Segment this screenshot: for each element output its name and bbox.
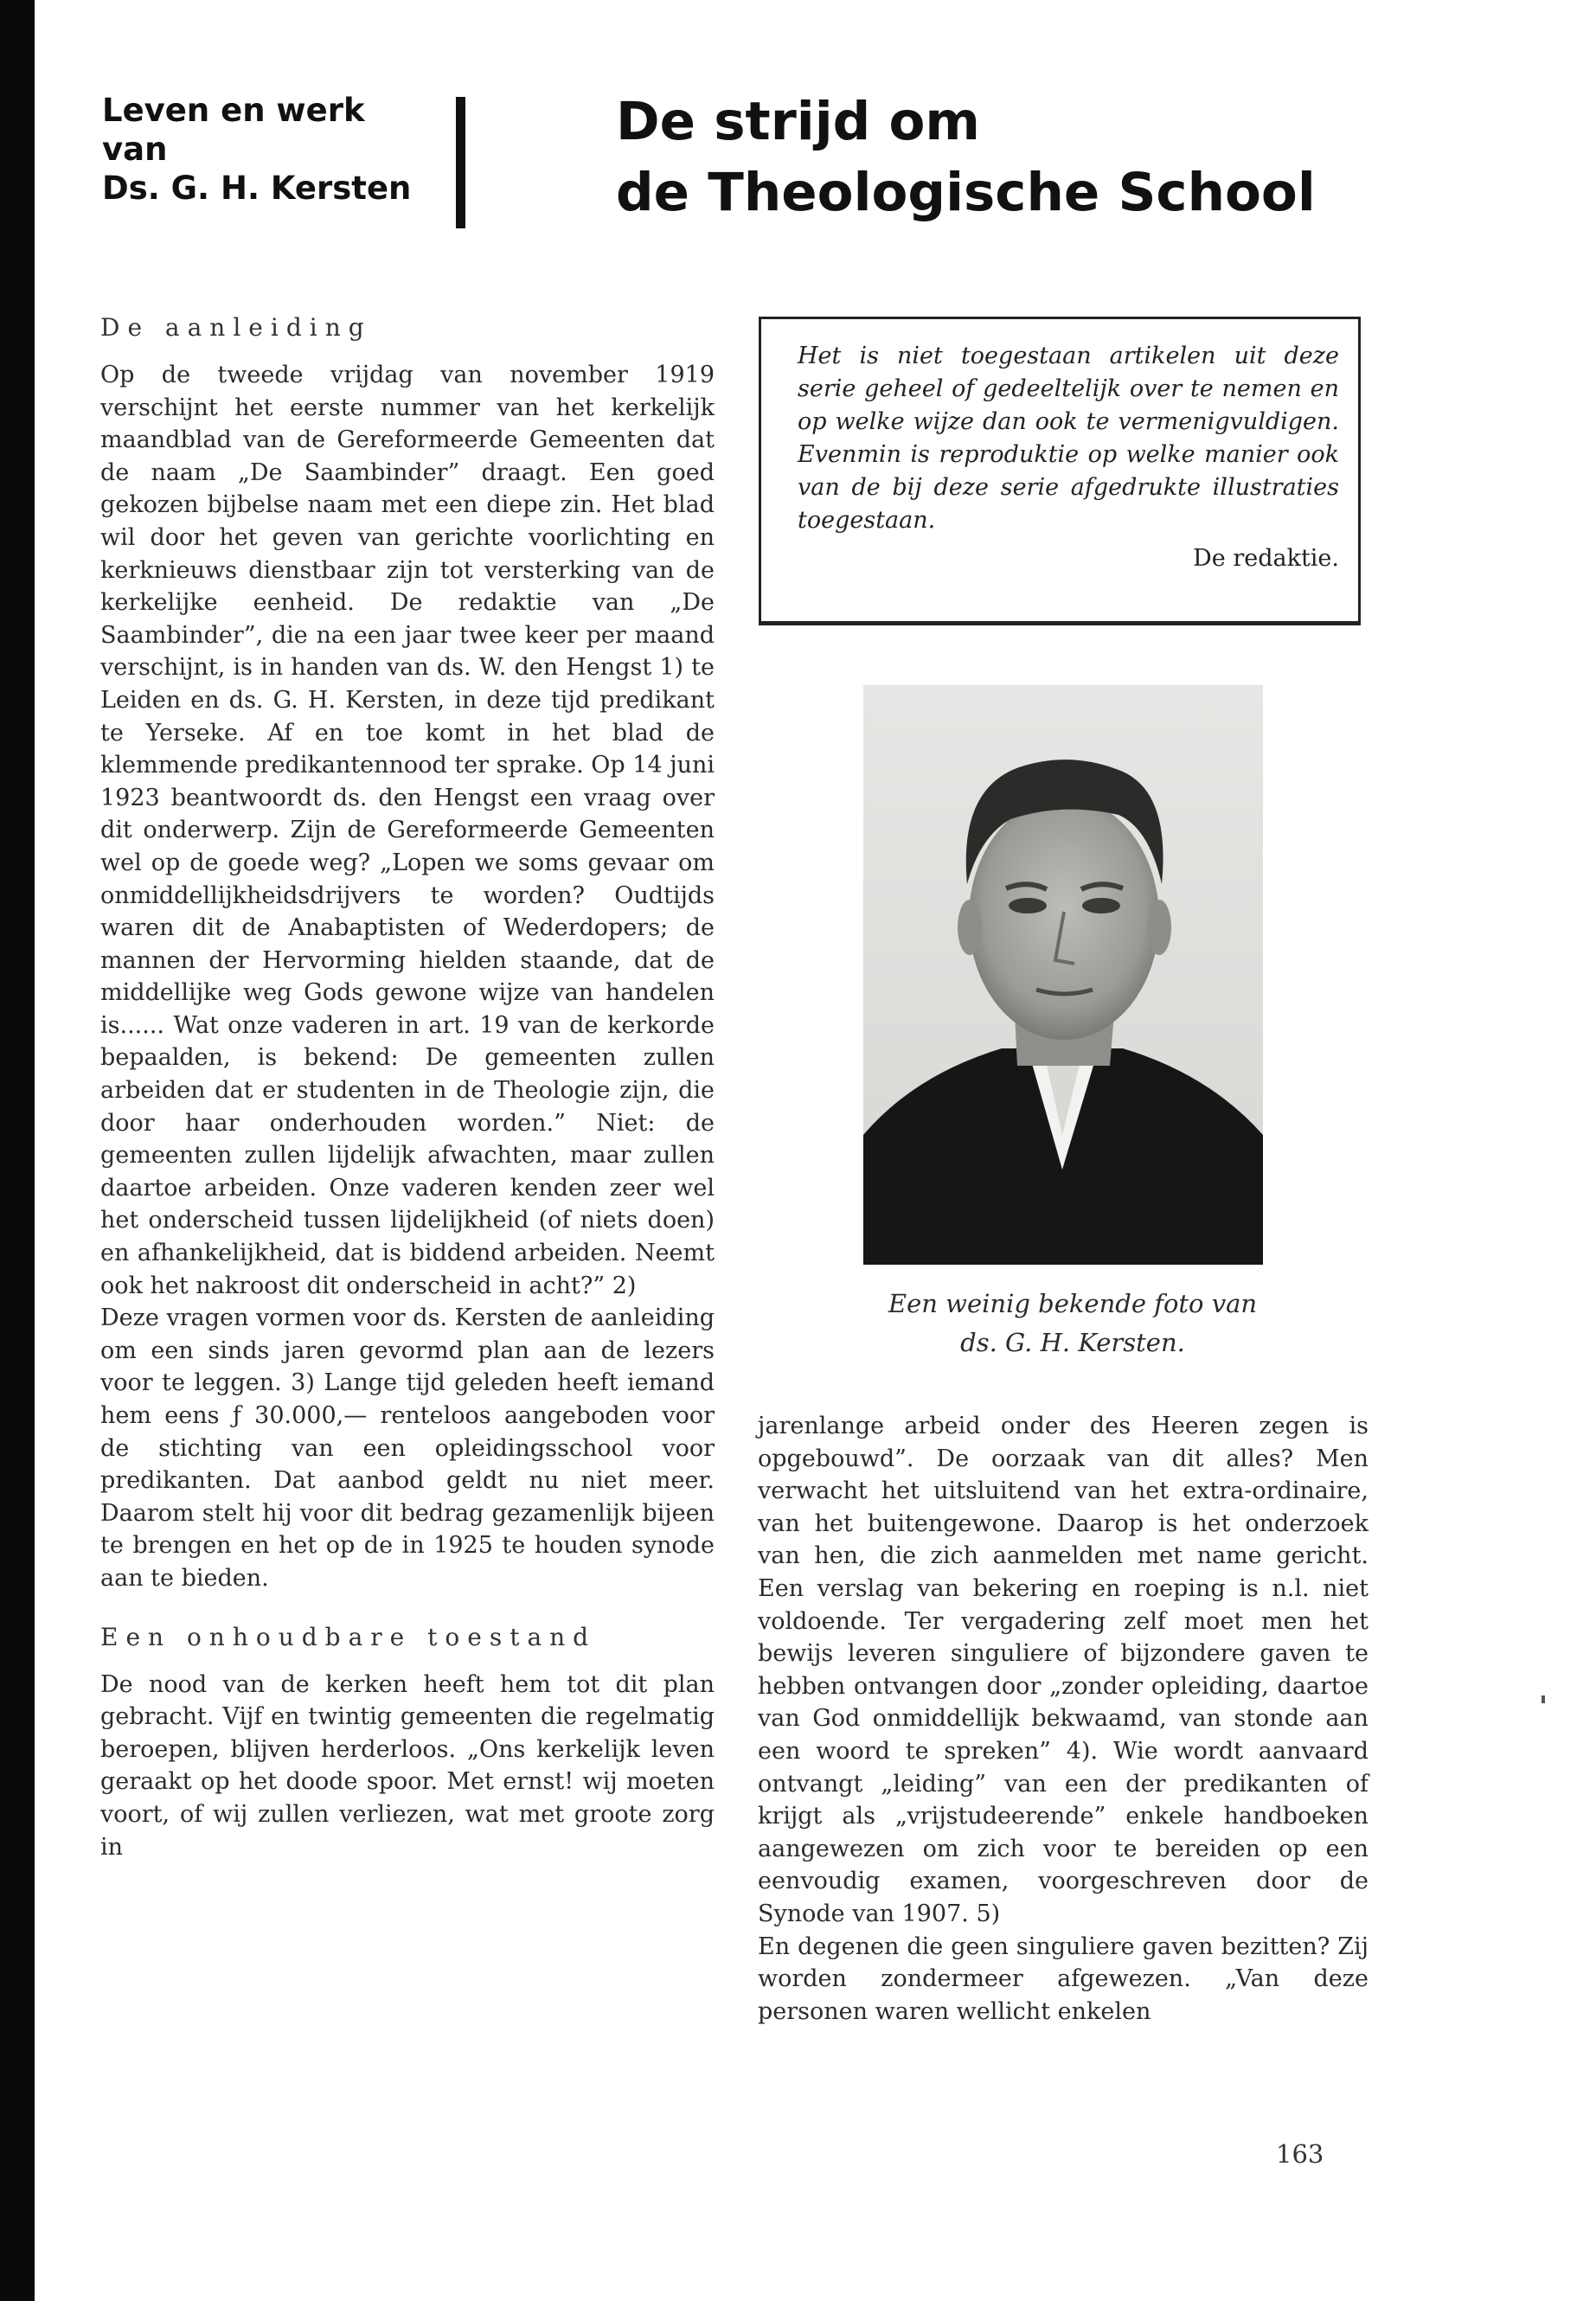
title-line-1: De strijd om [616,91,980,152]
header-divider [456,97,465,228]
section-heading-aanleiding: De aanleiding [100,313,372,342]
right-column [758,1410,1368,2028]
title-line-2: de Theologische School [616,162,1316,223]
section-heading-toestand: Een onhoudbare toestand [100,1622,597,1651]
portrait-image [863,685,1263,1265]
article-title [616,87,1567,228]
paragraph-4: jarenlange arbeid onder des Heeren zegen is opgebouwd”. De oorzaak van dit alles? Men verwacht het uitsluitend van het extra-ordinaire, van het buitengewone. Daarop is het onderzoek van hen, die zich aanmelden met name gericht. Een verslag van bekering en roeping is n.l. niet voldoende. Ter vergadering zelf moet men het bewijs leveren singuliere of bijzondere gaven te hebben ontvangen door „zonder opleiding, daartoe van God onmiddellijk bekwaamd, van stonde aan een woord te spreken” 4). Wie wordt aanvaard ontvangt „leiding” van een der predikanten of krijgt als „vrijstudeerende” enkele handboeken aangewezen om zich voor te bereiden op een eenvoudig examen, voorgeschreven door de Synode van 1907. 5) [758,1413,1368,1927]
paragraph-2: Deze vragen vormen voor ds. Kersten de aanleiding om een sinds jaren gevormd plan aan de lezers voor te leggen. 3) Lange tijd geleden heeft iemand hem eens ƒ 30.000,— renteloos aangeboden voor de stichting van een opleidingsschool voor predikanten. Dat aanbod geldt nu niet meer. Daarom stelt hij voor dit bedrag gezamenlijk bijeen te brengen en het op de in 1925 te houden synode aan te bieden. [100,1304,715,1592]
caption-line-2: ds. G. H. Kersten. [960,1328,1185,1357]
series-line-3: Ds. G. H. Kersten [102,170,412,207]
series-label [102,91,448,208]
paragraph-5: En degenen die geen singuliere gaven bezitten? Zij worden zondermeer afgewezen. „Van deze personen waren wellicht enkelen [758,1932,1368,2025]
caption-line-1: Een weinig bekende foto van [888,1289,1258,1318]
series-line-2: van [102,131,168,168]
page-number: 163 [1276,2139,1324,2169]
series-line-1: Leven en werk [102,92,365,129]
print-speck [1542,1695,1545,1703]
notice-text: Het is niet toegestaan artikelen uit deze serie geheel of gedeeltelijk over te nemen en op welke wijze dan ook te vermenigvuldigen. Evenmin is reproduktie op welke manier ook van de bij deze serie afgedrukte illustraties toegestaan. [798,343,1339,534]
notice-signature: De redaktie. [1193,545,1339,572]
paragraph-3: De nood van de kerken heeft hem tot dit plan gebracht. Vijf en twintig gemeenten die regelmatig beroepen, blijven herderloos. „Ons kerkelijk leven geraakt op het doode spoor. Met ernst! wij moeten voort, of wij zullen verliezen, wat met groote zorg in [100,1670,715,1861]
left-column [100,311,715,1863]
photo-caption [779,1285,1367,1362]
copyright-notice [759,317,1361,625]
portrait-photo [863,685,1263,1265]
paragraph-1: Op de tweede vrijdag van november 1919 verschijnt het eerste nummer van het kerkelijk maandblad van de Gereformeerde Gemeenten dat de naam „De Saambinder” draagt. Een goed gekozen bijbelse naam met een diepe zin. Het blad wil door het geven van gerichte voorlichting en kerknieuws dienstbaar zijn tot versterking van de kerkelijke eenheid. De redaktie van „De Saambinder”, die na een jaar twee keer per maand verschijnt, is in handen van ds. W. den Hengst 1) te Leiden en ds. G. H. Kersten, in deze tijd predikant te Yerseke. Af en toe komt in het blad de klemmende predikantennood ter sprake. Op 14 juni 1923 beantwoordt ds. den Hengst een vraag over dit onderwerp. Zijn de Gereformeerde Gemeenten wel op de goede weg? „Lopen we soms gevaar om onmiddellijkheidsdrijvers te worden? Oudtijds waren dit de Anabaptisten of Wederdopers; de mannen der Hervorming hielden staande, dat de middellijke weg Gods gewone wijze van handelen is...... Wat onze vaderen in art. 19 van de kerkorde bepaalden, is bekend: De gemeenten zullen arbeiden dat er studenten in de Theologie zijn, die door haar onderhouden worden.” Niet: de gemeenten zullen lijdelijk afwachten, maar zullen daartoe arbeiden. Onze vaderen kenden zeer wel het onderscheid tussen lijdelijkheid (of niets doen) en afhankelijkheid, dat is biddend arbeiden. Neemt ook het nakroost dit onderscheid in acht?” 2) [100,362,715,1299]
page-edge-bar [0,0,35,2301]
